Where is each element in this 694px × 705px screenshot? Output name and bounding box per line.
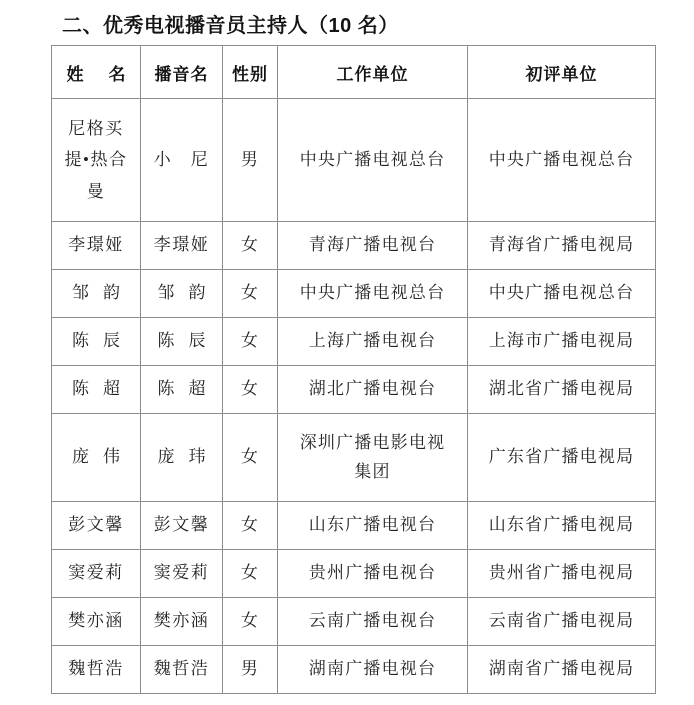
table-header — [52, 46, 656, 99]
text-value: 邹韵 — [157, 283, 220, 303]
broadcaster-roster-table — [51, 45, 656, 694]
cell-air-name: 樊亦涵 — [141, 598, 223, 646]
text-value: 陈超 — [157, 379, 220, 399]
column-header-review-unit: 初评单位 — [468, 46, 656, 99]
cell-name: 窦爱莉 — [52, 550, 141, 598]
cell-gender: 女 — [223, 550, 278, 598]
cell-air-name — [141, 366, 223, 414]
column-header-name: 姓 名 — [52, 46, 141, 99]
text-line: 曼 — [86, 181, 106, 201]
cell-review-unit: 中央广播电视总台 — [468, 270, 656, 318]
cell-gender: 女 — [223, 222, 278, 270]
cell-work-unit: 中央广播电视总台 — [278, 270, 468, 318]
text-value: 庞玮 — [157, 447, 220, 467]
cell-gender: 女 — [223, 502, 278, 550]
table-row — [52, 598, 656, 646]
cell-gender: 男 — [223, 99, 278, 222]
cell-work-unit: 青海广播电视台 — [278, 222, 468, 270]
cell-review-unit: 湖北省广播电视局 — [468, 366, 656, 414]
table-row — [52, 99, 656, 222]
table-row — [52, 414, 656, 502]
table-row — [52, 502, 656, 550]
section-heading: 二、优秀电视播音员主持人（10 名） — [62, 14, 399, 37]
cell-name — [52, 270, 141, 318]
cell-review-unit: 上海市广播电视局 — [468, 318, 656, 366]
table-header-row — [52, 46, 656, 99]
cell-name: 魏哲浩 — [52, 646, 141, 694]
text-line: 深圳广播电影电视 — [299, 432, 446, 452]
table-row — [52, 646, 656, 694]
table-row — [52, 550, 656, 598]
cell-work-unit: 山东广播电视台 — [278, 502, 468, 550]
cell-review-unit: 山东省广播电视局 — [468, 502, 656, 550]
cell-air-name — [141, 270, 223, 318]
cell-work-unit: 上海广播电视台 — [278, 318, 468, 366]
cell-name — [52, 99, 141, 222]
cell-gender: 男 — [223, 646, 278, 694]
cell-work-unit: 湖南广播电视台 — [278, 646, 468, 694]
cell-air-name — [141, 414, 223, 502]
cell-name — [52, 414, 141, 502]
text-value: 陈超 — [72, 379, 134, 399]
cell-name: 彭文馨 — [52, 502, 141, 550]
text-line: 尼格买 — [68, 118, 124, 138]
column-header-gender: 性别 — [223, 46, 278, 99]
cell-gender: 女 — [223, 270, 278, 318]
cell-review-unit: 湖南省广播电视局 — [468, 646, 656, 694]
cell-name: 樊亦涵 — [52, 598, 141, 646]
text-line: 提•热合 — [64, 150, 128, 170]
cell-air-name — [141, 318, 223, 366]
table-row — [52, 366, 656, 414]
table-row — [52, 270, 656, 318]
table-row — [52, 222, 656, 270]
column-header-work-unit: 工作单位 — [278, 46, 468, 99]
cell-work-unit: 云南广播电视台 — [278, 598, 468, 646]
cell-name — [52, 318, 141, 366]
text-value: 陈辰 — [157, 331, 220, 351]
table-body — [52, 99, 656, 694]
column-header-air-name: 播音名 — [141, 46, 223, 99]
table-row — [52, 318, 656, 366]
cell-name — [52, 366, 141, 414]
text-value: 庞伟 — [72, 447, 134, 467]
cell-air-name: 魏哲浩 — [141, 646, 223, 694]
cell-gender: 女 — [223, 366, 278, 414]
cell-work-unit: 中央广播电视总台 — [278, 99, 468, 222]
cell-gender: 女 — [223, 414, 278, 502]
cell-review-unit: 广东省广播电视局 — [468, 414, 656, 502]
cell-review-unit: 贵州省广播电视局 — [468, 550, 656, 598]
cell-air-name: 彭文馨 — [141, 502, 223, 550]
cell-review-unit: 中央广播电视总台 — [468, 99, 656, 222]
cell-air-name: 窦爱莉 — [141, 550, 223, 598]
cell-work-unit: 贵州广播电视台 — [278, 550, 468, 598]
cell-air-name: 小 尼 — [141, 99, 223, 222]
text-line: 集团 — [354, 461, 391, 481]
cell-review-unit: 青海省广播电视局 — [468, 222, 656, 270]
cell-review-unit: 云南省广播电视局 — [468, 598, 656, 646]
text-value: 邹韵 — [72, 283, 134, 303]
cell-work-unit: 湖北广播电视台 — [278, 366, 468, 414]
cell-gender: 女 — [223, 598, 278, 646]
cell-gender: 女 — [223, 318, 278, 366]
text-value: 陈辰 — [72, 331, 134, 351]
cell-air-name: 李璟娅 — [141, 222, 223, 270]
cell-work-unit — [278, 414, 468, 502]
cell-name: 李璟娅 — [52, 222, 141, 270]
